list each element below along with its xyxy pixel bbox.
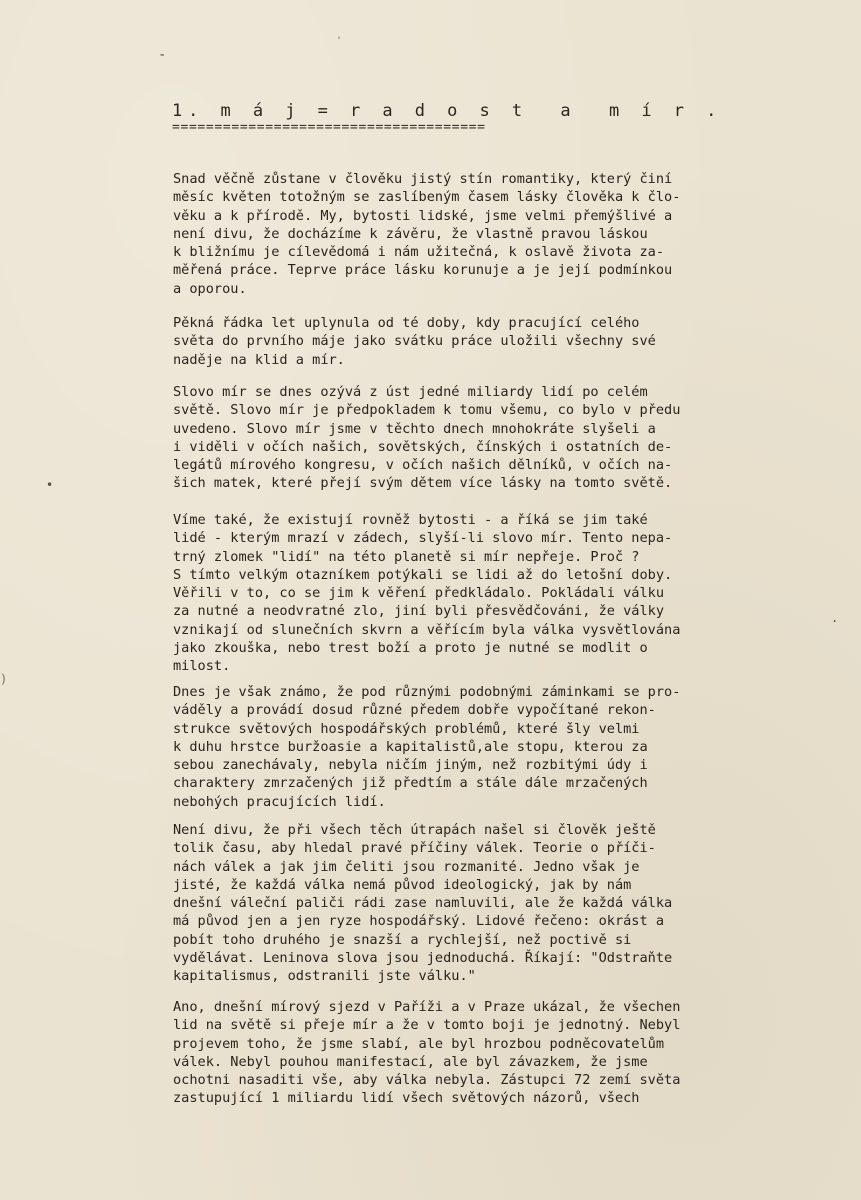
- page-title: 1. m á j = r a d o s t a m í r .: [172, 101, 723, 121]
- paragraph-3: Slovo mír se dnes ozývá z úst jedné miliardy lidí po celém světě. Slovo mír je předpokladem k tomu všemu, co bylo v předu uvedeno. Slovo mír jsme v těchto dnech mnohokráte slyšeli a i viděli v očích našich, sovětských, čínských i ostatních de- legátů mírového kongresu, v očích našich dělníků, v očích na- šich matek, které přejí svým dětem více lásky na tomto světě.: [173, 384, 681, 492]
- title-underline: =====================================: [172, 120, 486, 135]
- paragraph-1: Snad věčně zůstane v člověku jistý stín romantiky, který činí měsíc květen totožným se zaslíbeným časem lásky člověka k člo- věku a k přírodě. My, bytosti lidské, jsme velmi přemýšlivé a není divu, že docházíme k závěru, že vlastně pravou láskou k bližnímu je cílevědomá i nám užitečná, k oslavě života za- měřená práce. Teprve práce lásku korunuje a je její podmínkou a oporou.: [173, 171, 681, 297]
- paragraph-6: Není divu, že při všech těch útrapách našel si člověk ještě tolik času, aby hledal pravé příčiny válek. Teorie o příči- nách válek a jak jim čeliti jsou rozmanité. Jedno však je jisté, že každá válka nemá původ ideologický, jak by nám dnešní váleční paliči rádi zase namluvili, ale že každá válka má původ jen a jen ryze hospodářský. Lidové řečeno: okrást a pobít toho druhého je snazší a rychlejší, než poctivě si vydělávat. Leninova slova jsou jednoduchá. Říkají: "Odstraňte kapitalismus, odstranili jste válku.": [173, 822, 673, 985]
- margin-dash-mark: -: [158, 47, 167, 63]
- paragraph-5: Dnes je však známo, že pod různými podobnými záminkami se pro- váděly a provádí dosud různé předem dobře vypočítané rekon- strukce světových hospodářských problémů, které šly velmi k duhu hrstce buržoasie a kapitalistů,ale stopu, kterou za sebou zanechávaly, nebyla ničím jiným, než rozbitými údy i charaktery zmrzačených již předtím a stále dále mrzačených nebohých pracujících lidí.: [173, 684, 681, 810]
- paragraph-2: Pěkná řádka let uplynula od té doby, kdy pracující celého světa do prvního máje jako svátku práce uložili všechny své naděje na klid a mír.: [173, 315, 656, 368]
- paragraph-4: Víme také, že existují rovněž bytosti - a říká se jim také lidé - kterým mrazí v zádech, slyší-li slovo mír. Tento nepa- trný zlomek "lidí" na této planetě si mír nepřeje. Proč ? S tímto velkým otazníkem potýkali se lidi až do letošní doby. Věřili v to, co se jim k věření předkládalo. Pokládali válku za nutné a neodvratné zlo, jiní byli přesvědčováni, že války vznikají od slunečních skvrn a věřícím byla válka vysvětlována jako zkouška, nebo trest boží a proto je nutné se modlit o milost.: [173, 512, 681, 675]
- paragraph-7: Ano, dnešní mírový sjezd v Paříži a v Praze ukázal, že všechen lid na světě si přeje mír a že v tomto boji je jednotný. Nebyl projevem toho, že jsme slabí, ale byl hrozbou podněcovatelům válek. Nebyl pouhou manifestací, ale byl závazkem, že jsme ochotni nasaditi vše, aby válka nebyla. Zástupci 72 zemí světa zastupující 1 miliardu lidí všech světových názorů, všech: [173, 999, 681, 1107]
- edge-mark: ): [0, 672, 8, 686]
- punch-mark: ˈ: [336, 36, 343, 47]
- margin-dot-mark-right: .: [831, 611, 839, 625]
- margin-dot-mark: •: [46, 478, 54, 492]
